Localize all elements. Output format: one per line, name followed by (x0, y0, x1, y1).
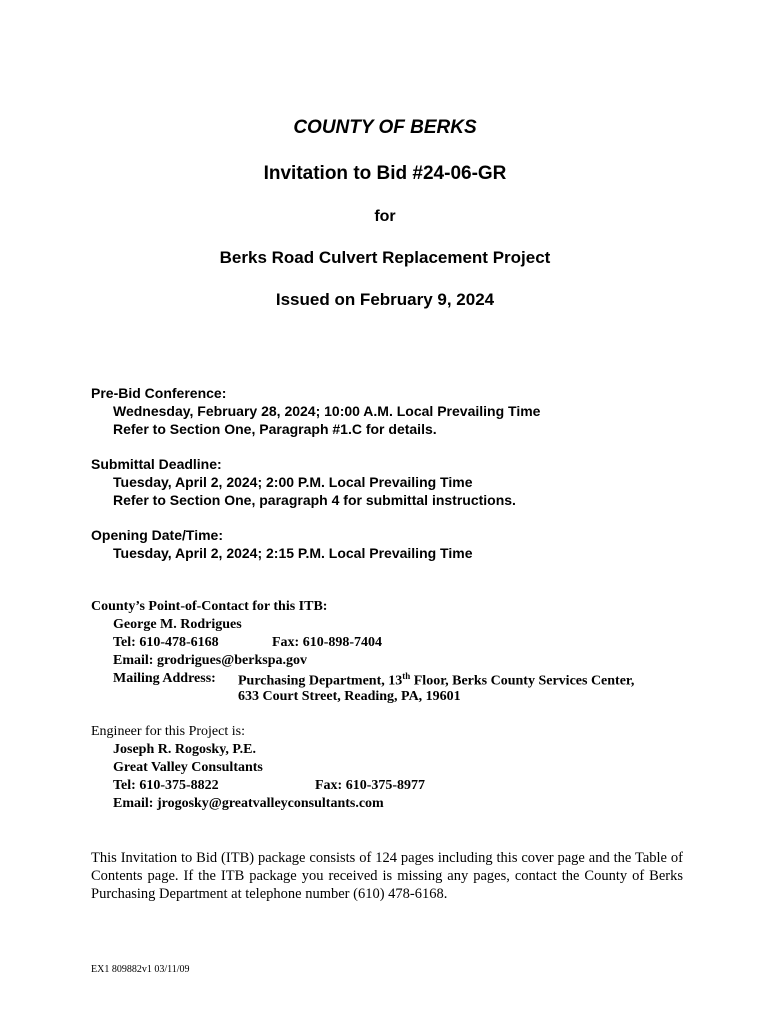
project-title: Berks Road Culvert Replacement Project (219, 248, 551, 267)
address-part2: Floor, Berks County Services Center, (410, 673, 635, 689)
prebid-line2: Refer to Section One, Paragraph #1.C for details. (113, 421, 437, 437)
county-title: COUNTY OF BERKS (293, 117, 477, 138)
package-notice: This Invitation to Bid (ITB) package consists of 124 pages including this cover page and the Table of Contents page. If the ITB package you received is missing any pages, contact the County of Berks Purchasing Department at telephone number (610) 478-6168. (91, 850, 683, 902)
engineer-tel: Tel: 610-375-8822 (113, 778, 219, 793)
contact-address-line2: 633 Court Street, Reading, PA, 19601 (238, 689, 461, 704)
submittal-line2: Refer to Section One, paragraph 4 for submittal instructions. (113, 492, 516, 508)
contact-heading: County’s Point-of-Contact for this ITB: (91, 599, 328, 614)
engineer-name: Joseph R. Rogosky, P.E. (113, 742, 257, 757)
issued-date: Issued on February 9, 2024 (275, 290, 495, 309)
engineer-firm: Great Valley Consultants (113, 760, 263, 775)
for-label: for (374, 208, 396, 225)
address-superscript: th (402, 671, 411, 681)
contact-name: George M. Rodrigues (113, 617, 242, 632)
contact-address-line1 (238, 671, 634, 690)
contact-mailing-label: Mailing Address: (113, 671, 216, 686)
document-footer: EX1 809882v1 03/11/09 (91, 964, 190, 975)
prebid-line1: Wednesday, February 28, 2024; 10:00 A.M. Local Prevailing Time (113, 403, 541, 419)
contact-email: Email: grodrigues@berkspa.gov (113, 653, 307, 668)
submittal-heading: Submittal Deadline: (91, 456, 222, 472)
address-part1: Purchasing Department, 13 (238, 673, 403, 689)
opening-heading: Opening Date/Time: (91, 527, 223, 543)
submittal-line1: Tuesday, April 2, 2024; 2:00 P.M. Local Prevailing Time (113, 474, 473, 490)
prebid-heading: Pre-Bid Conference: (91, 385, 227, 401)
engineer-fax: Fax: 610-375-8977 (315, 778, 426, 793)
opening-line1: Tuesday, April 2, 2024; 2:15 P.M. Local Prevailing Time (113, 545, 473, 561)
engineer-heading: Engineer for this Project is: (91, 724, 245, 739)
contact-fax: Fax: 610-898-7404 (272, 635, 383, 650)
contact-tel: Tel: 610-478-6168 (113, 635, 219, 650)
engineer-email: Email: jrogosky@greatvalleyconsultants.com (113, 796, 384, 811)
itb-title: Invitation to Bid #24-06-GR (263, 163, 507, 184)
